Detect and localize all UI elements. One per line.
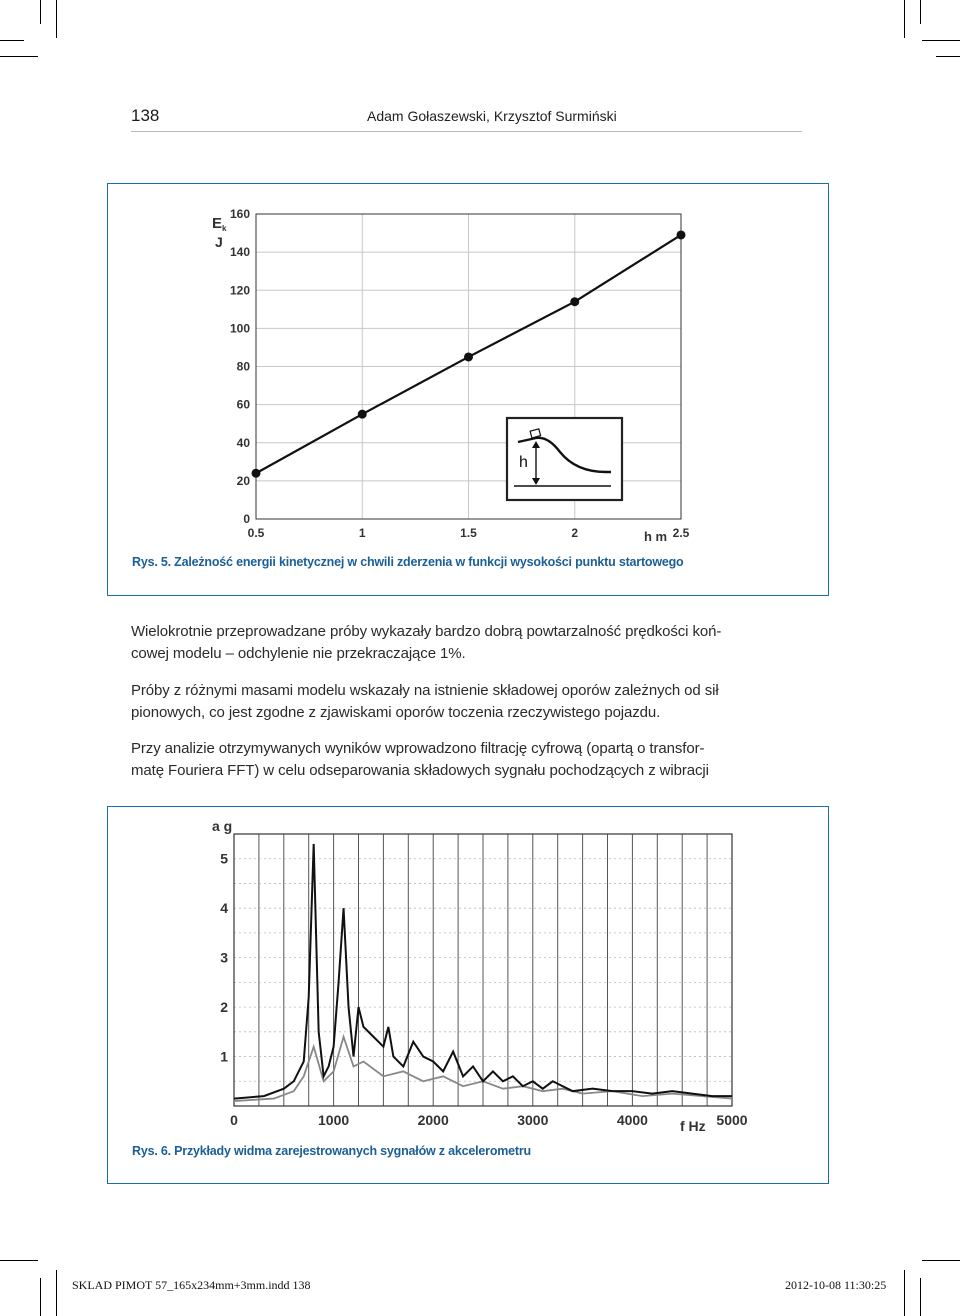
crop-mark [920,0,921,24]
y-tick-label: 20 [236,473,250,488]
paragraph-3 [131,738,811,782]
paragraph-1 [131,621,811,665]
x-tick-labels [230,1112,748,1128]
y-tick-label: 0 [243,512,250,526]
crop-mark [56,0,57,38]
data-point [464,352,473,361]
crop-mark [0,40,24,41]
y-tick-label: 2 [220,999,228,1016]
x-tick-labels [248,526,690,540]
y-tick-label: 1 [220,1048,228,1065]
y-axis-symbol: E [212,215,223,232]
paragraph-line: pionowych, co jest zgodne z zjawiskami oporów toczenia rzeczywistego pojazdu. [131,704,661,721]
crop-mark [40,1278,41,1316]
figure-5-caption: Rys. 5. Zależność energii kinetycznej w chwili zderzenia w funkcji wysokości punktu startowego [132,555,684,569]
x-tick-label: 1.5 [460,526,477,540]
crop-mark [40,0,41,24]
page-number: 138 [131,106,160,125]
y-tick-label: 160 [229,207,250,221]
slug-file-info: SKLAD PIMOT 57_165x234mm+3mm.indd 138 [72,1278,311,1292]
x-tick-label: 1000 [318,1112,350,1128]
kinetic-energy-chart [108,184,828,595]
paragraph-line: Przy analizie otrzymywanych wyników wprowadzono filtrację cyfrową (opartą o transfor- [131,740,705,757]
y-tick-label: 40 [236,435,250,450]
inset-h-label: h [519,454,528,471]
crop-mark [904,0,905,38]
paragraph-line: matę Fouriera FFT) w celu odseparowania składowych sygnału pochodzących z wibracji [131,762,709,779]
crop-mark [922,40,960,41]
data-point [252,469,261,478]
x-tick-label: 4000 [616,1112,648,1128]
y-tick-label: 60 [236,397,250,412]
running-header-authors: Adam Gołaszewski, Krzysztof Surmiński [367,108,617,124]
y-axis-subscript: k [222,224,227,233]
crop-mark [0,1260,38,1261]
y-tick-label: 140 [229,245,250,260]
paragraph-2 [131,680,811,724]
y-tick-labels [230,207,250,526]
y-tick-label: 3 [220,949,228,966]
x-tick-label: 2.5 [672,526,690,540]
y-tick-labels [220,851,228,1065]
y-axis-label: a g [212,818,233,834]
data-point [358,410,367,419]
figure-6-caption: Rys. 6. Przykłady widma zarejestrowanych sygnałów z akcelerometru [132,1144,531,1158]
x-tick-label: 1 [358,526,366,540]
crop-mark [904,1270,905,1316]
data-point [677,230,686,239]
figure-6-box [107,806,829,1184]
crop-mark [0,56,38,57]
x-tick-label: 2000 [417,1112,449,1128]
header-divider [131,131,802,132]
x-tick-label: 3000 [517,1112,549,1128]
x-axis-label: h m [644,529,668,544]
x-tick-label: 0.5 [247,526,265,540]
crop-mark [922,1260,960,1261]
y-axis-unit: J [215,234,223,250]
paragraph-line: Próby z różnymi masami modelu wskazały na istnienie składowej oporów zależnych od sił [131,682,719,699]
y-tick-label: 4 [220,900,228,917]
x-tick-label: 2 [571,526,579,540]
crop-mark [56,1270,57,1316]
y-tick-label: 120 [229,283,250,298]
crop-mark [936,56,960,57]
paragraph-line: cowej modelu – odchylenie nie przekraczające 1%. [131,645,466,662]
x-axis-label: f Hz [680,1118,706,1134]
x-tick-label: 0 [230,1112,238,1128]
paragraph-line: Wielokrotnie przeprowadzane próby wykazały bardzo dobrą powtarzalność prędkości koń- [131,623,722,640]
y-tick-label: 5 [220,850,228,867]
slug-date-info: 2012-10-08 11:30:25 [785,1278,887,1292]
data-point [570,297,579,306]
crop-mark [920,1278,921,1316]
y-tick-label: 80 [236,359,250,374]
accelerometer-spectrum-chart [108,807,828,1183]
ramp-inset-diagram [507,418,622,500]
figure-5-box [107,183,829,596]
y-tick-label: 100 [229,321,250,336]
x-tick-label: 5000 [716,1112,748,1128]
